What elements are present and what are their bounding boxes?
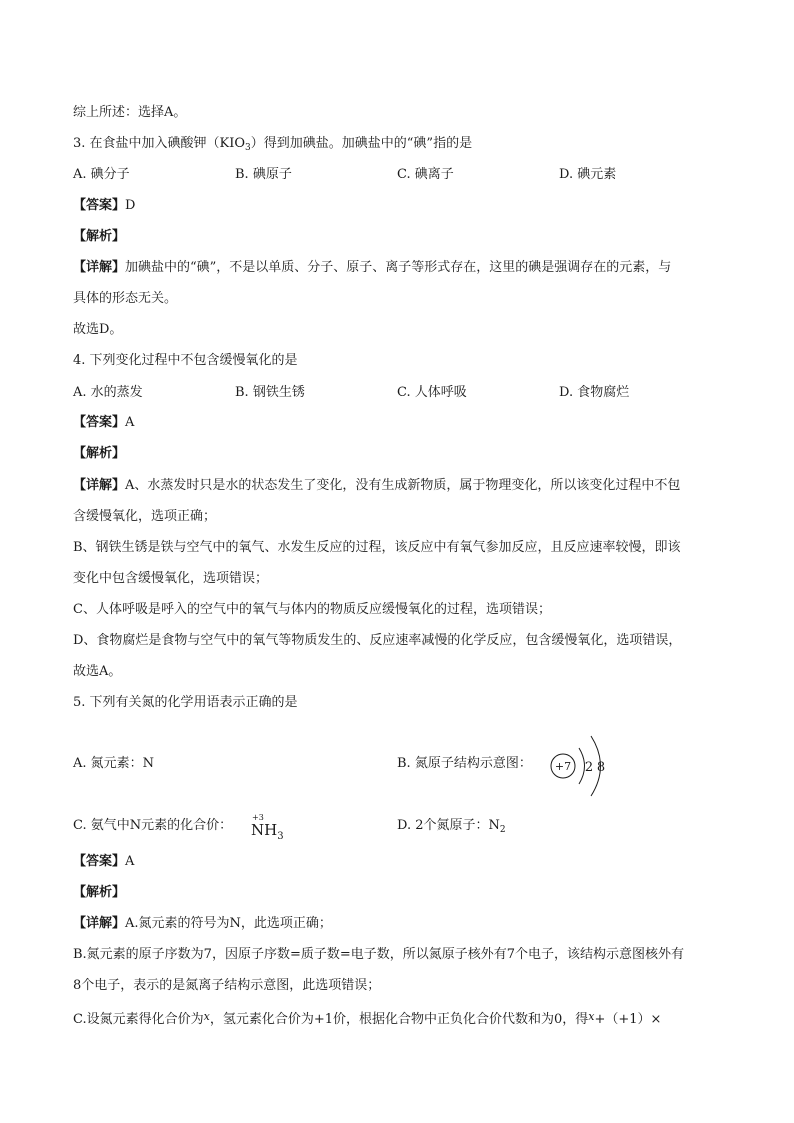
q3-option-a: A. 碘分子 — [73, 167, 130, 182]
q4-detail-line-4: 变化中包含缓慢氧化，选项错误； — [73, 571, 269, 586]
ammonia-formula: $NH_3$ — [251, 821, 284, 842]
q3-detail-line-2: 具体的形态无关。 — [73, 291, 178, 306]
q3-answer: 【答案】D — [73, 198, 136, 213]
q4-option-a: A. 水的蒸发 — [73, 385, 143, 400]
ammonia-valence-formula — [251, 813, 291, 843]
q3-option-c: C. 碘离子 — [397, 167, 454, 182]
q4-answer: 【答案】A — [73, 415, 135, 430]
q5-option-d: D. 2个氮原子：$N_2$ — [397, 818, 506, 835]
q5-answer: 【答案】A — [73, 854, 135, 869]
q4-detail-line-7: 故选A。 — [73, 664, 122, 679]
q4-option-d: D. 食物腐烂 — [559, 385, 630, 400]
q3-detail-line-1: 【详解】加碘盐中的“碘”，不是以单质、分子、原子、离子等形式存在，这里的碘是强调存在的元素，与 — [73, 260, 672, 275]
nitrogen-valence-label: +3 — [252, 813, 264, 822]
q4-option-b: B. 钢铁生锈 — [235, 385, 305, 400]
q3-conclusion: 故选D。 — [73, 322, 123, 337]
nitrogen-atom-structure-diagram — [548, 730, 623, 802]
q5-option-a: A. 氮元素：N — [73, 756, 155, 771]
q4-detail-line-3: B、钢铁生锈是铁与空气中的氧气、水发生反应的过程，该反应中有氧气参加反应，且反应速率较慢，即该 — [73, 540, 681, 555]
question-5-stem: 5. 下列有关氮的化学用语表示正确的是 — [73, 695, 298, 710]
question-3-stem: 3. 在食盐中加入碘酸钾$(KIO_3)$得到加碘盐。加碘盐中的“碘”指的是 — [73, 136, 473, 153]
q3-analysis-label: 【解析】 — [73, 229, 126, 244]
q4-analysis-label: 【解析】 — [73, 446, 126, 461]
question-4-stem: 4. 下列变化过程中不包含缓慢氧化的是 — [73, 353, 298, 368]
q4-option-c: C. 人体呼吸 — [397, 385, 467, 400]
q5-analysis-label: 【解析】 — [73, 885, 126, 900]
summary-line: 综上所述：选择A。 — [73, 105, 187, 120]
q5-option-c: C. 氨气中N元素的化合价： — [73, 818, 233, 833]
q4-detail-line-6: D、食物腐烂是食物与空气中的氧气等物质发生的、反应速率减慢的化学反应，包含缓慢氧化，选项错误， — [73, 633, 682, 648]
q3-option-d: D. 碘元素 — [559, 167, 617, 182]
q5-detail-line-4: C.设氮元素得化合价为$^x$，氢元素化合价为+1价，根据化合物中正负化合价代数和为0，得$^x$+（+1）× — [73, 1010, 662, 1027]
electron-shell-1-arc — [579, 748, 585, 784]
q4-detail-line-1: 【详解】A、水蒸发时只是水的状态发生了变化，没有生成新物质，属于物理变化，所以该变化过程中不包 — [73, 478, 681, 493]
nucleus-charge: +7 — [554, 760, 572, 773]
shell-2-electrons: 8 — [596, 760, 606, 775]
q4-detail-line-2: 含缓慢氧化，选项正确； — [73, 509, 217, 524]
q4-detail-line-5: C、人体呼吸是呼入的空气中的氧气与体内的物质反应缓慢氧化的过程，选项错误； — [73, 602, 551, 617]
q5-detail-line-3: 8个电子，表示的是氮离子结构示意图，此选项错误； — [73, 978, 381, 993]
q5-option-b: B. 氮原子结构示意图： — [397, 756, 532, 771]
q3-option-b: B. 碘原子 — [235, 167, 292, 182]
q5-detail-line-1: 【详解】A.氮元素的符号为N，此选项正确； — [73, 916, 332, 931]
q5-detail-line-2: B.氮元素的原子序数为7，因原子序数=质子数=电子数，所以氮原子核外有7个电子，该结构示意图核外有 — [73, 947, 685, 962]
shell-1-electrons: 2 — [584, 760, 594, 775]
